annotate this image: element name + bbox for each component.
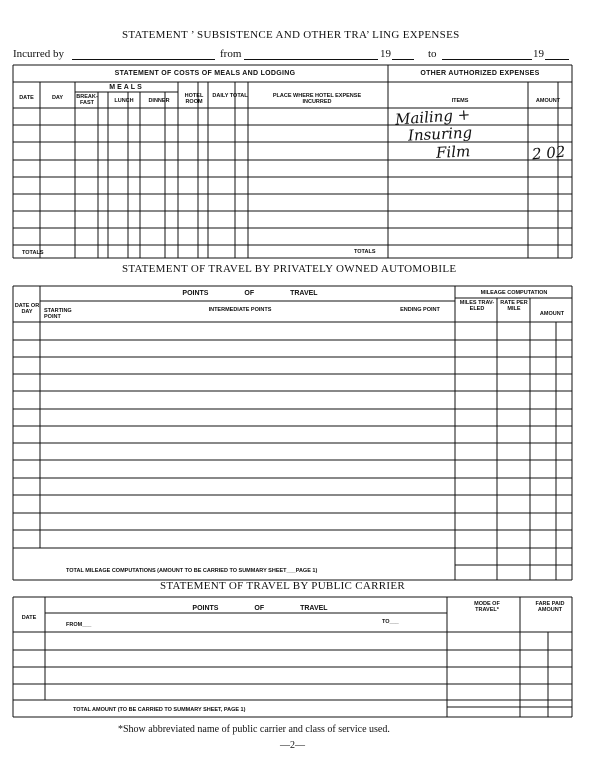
to-date-field[interactable] — [442, 58, 532, 60]
meals-lodging-header: STATEMENT OF COSTS OF MEALS AND LODGING — [114, 70, 296, 77]
auto-points-header: POINTS OF TRAVEL — [182, 290, 318, 297]
auto-col-date: DATE OR DAY — [14, 303, 40, 315]
page-number: —2— — [280, 740, 305, 751]
footer-note: *Show abbreviated name of public carrier and class of service used. — [118, 724, 390, 735]
col-place: PLACE WHERE HOTEL EXPENSE INCURRED — [272, 93, 362, 105]
incurred-by-label: Incurred by — [13, 48, 65, 60]
col-day: DAY — [51, 95, 64, 101]
col-amount-other: AMOUNT — [535, 98, 561, 104]
handwritten-item-1: Mailing + — [394, 105, 471, 129]
handwritten-item-3: Film — [435, 142, 471, 162]
public-section-title: STATEMENT OF TRAVEL BY PUBLIC CARRIER — [160, 580, 406, 592]
public-col-mode: MODE OF TRAVEL* — [474, 601, 500, 613]
col-lunch: LUNCH — [114, 98, 134, 104]
public-col-fare: FARE PAID AMOUNT — [535, 601, 565, 613]
col-daily-total: DAILY TOTAL — [212, 93, 248, 99]
to-label: to — [428, 48, 437, 60]
handwritten-amount: 2 02 — [531, 142, 567, 164]
auto-col-ending: ENDING POINT — [400, 307, 440, 313]
auto-col-intermediate: INTERMEDIATE POINTS — [208, 307, 272, 313]
form-title: STATEMENT ’ SUBSISTENCE AND OTHER TRA’ LING EXPENSES — [122, 29, 460, 41]
col-breakfast: BREAK-FAST — [76, 94, 98, 106]
mileage-header: MILEAGE COMPUTATION — [480, 290, 548, 296]
auto-total-text: TOTAL MILEAGE COMPUTATIONS (AMOUNT TO BE CARRIED TO SUMMARY SHEET___PAGE 1) — [66, 568, 318, 574]
col-dinner: DINNER — [148, 98, 170, 104]
auto-section-title: STATEMENT OF TRAVEL BY PRIVATELY OWNED AUTOMOBILE — [122, 263, 457, 275]
other-expenses-header: OTHER AUTHORIZED EXPENSES — [420, 70, 540, 77]
col-hotel-room: HOTEL ROOM — [184, 93, 204, 105]
auto-col-starting: STARTING POINT — [44, 308, 72, 320]
auto-col-amount: AMOUNT — [539, 311, 565, 317]
public-points-header: POINTS OF TRAVEL — [192, 605, 328, 612]
from-date-field[interactable] — [244, 58, 378, 60]
handwritten-item-2: Insuring — [407, 123, 473, 145]
from-year-field[interactable] — [392, 58, 414, 60]
public-col-date: DATE — [21, 615, 37, 621]
public-to-label: TO___ — [382, 619, 399, 625]
to-year-field[interactable] — [545, 58, 569, 60]
year-prefix-2: 19 — [533, 48, 544, 60]
auto-col-miles: MILES TRAV-ELED — [459, 300, 495, 312]
public-total-text: TOTAL AMOUNT (TO BE CARRIED TO SUMMARY SHEET, PAGE 1) — [73, 707, 246, 713]
year-prefix-1: 19 — [380, 48, 391, 60]
public-from-label: FROM___ — [66, 622, 92, 628]
from-label: from — [220, 48, 242, 60]
col-items: ITEMS — [451, 98, 469, 104]
col-date: DATE — [19, 95, 34, 101]
totals-label-left: TOTALS — [22, 250, 44, 256]
incurred-by-field[interactable] — [72, 58, 215, 60]
meals-group-label: MEALS — [109, 84, 144, 91]
auto-col-rate: RATE PER MILE — [500, 300, 528, 312]
totals-label-right: TOTALS — [354, 249, 376, 255]
